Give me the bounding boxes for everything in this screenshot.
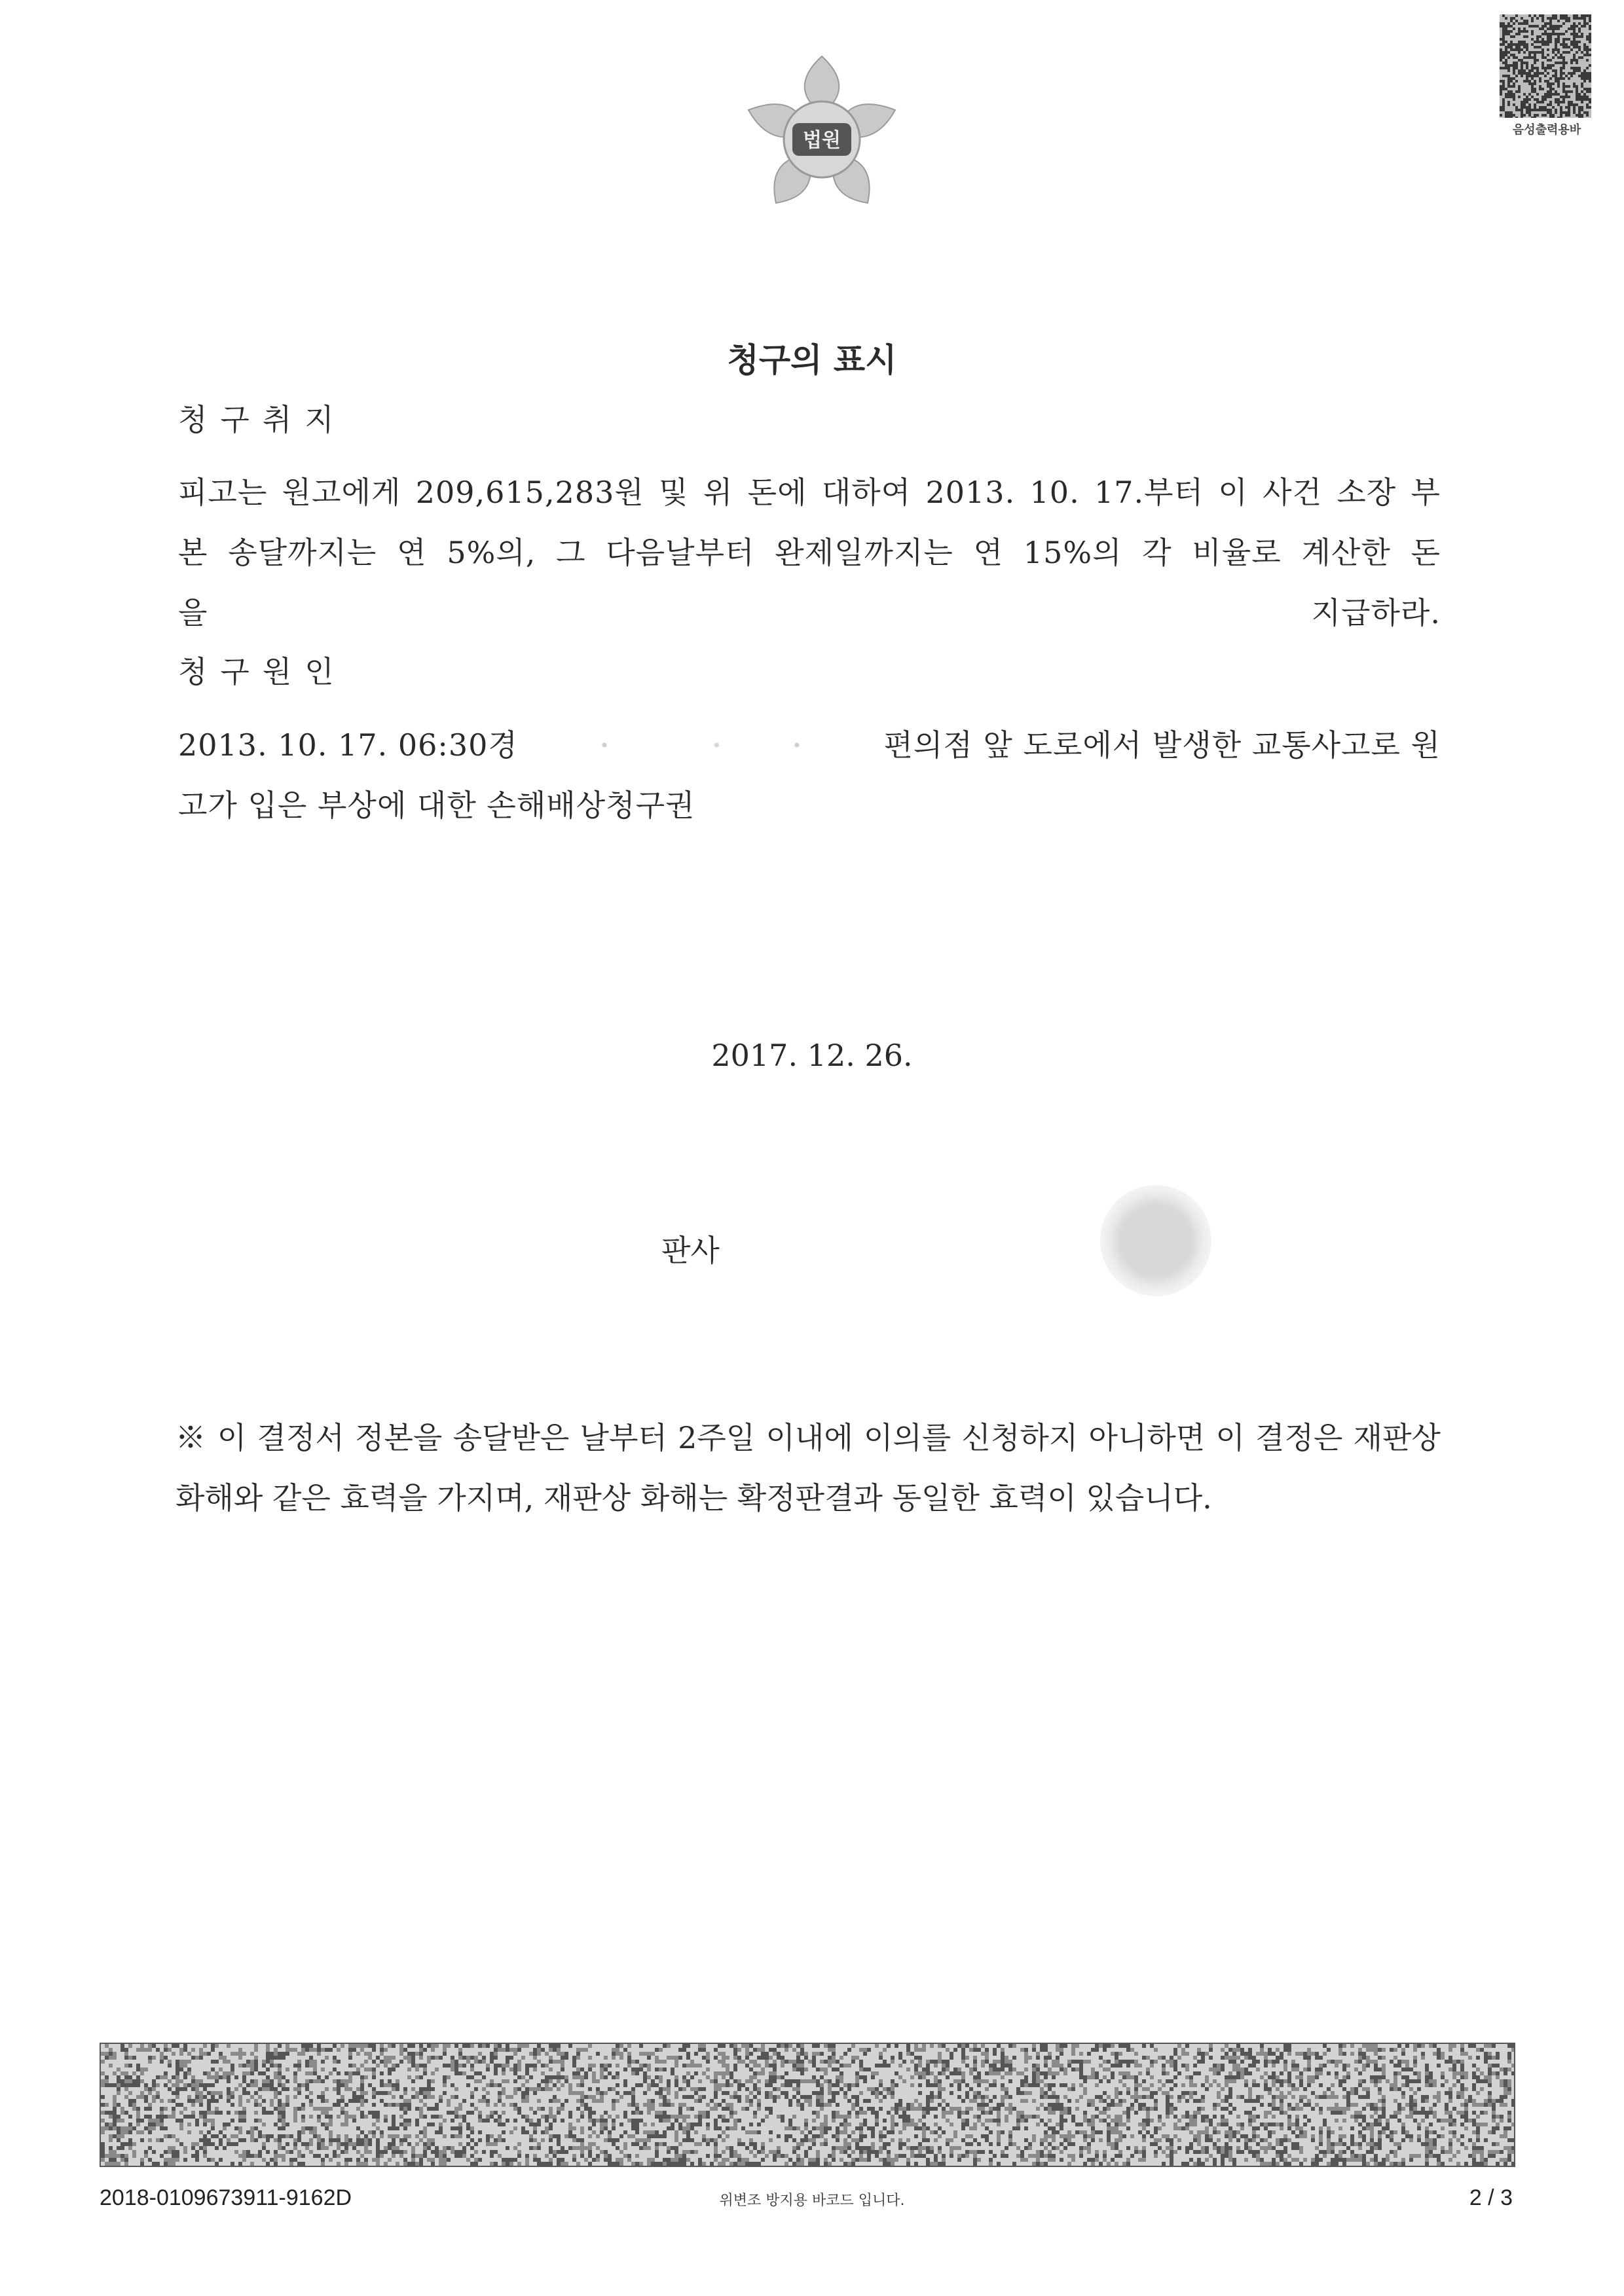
legal-notice: ※ 이 결정서 정본을 송달받은 날부터 2주일 이내에 이의를 신청하지 아니하면 이 결정은 재판상 화해와 같은 효력을 가지며, 재판상 화해는 확정판결과 동일한 효력이 있습니다. [175,1420,1441,1516]
judge-seal-redacted [1100,1185,1211,1296]
claim-purpose-line: 본 송달까지는 연 5%의, 그 다음날부터 완제일까지는 연 15%의 각 비율로 계산한 돈 [178,535,1441,570]
claim-purpose-body [178,462,1441,643]
claim-cause-location-text: 편의점 앞 도로에서 발생한 교통사고로 원 [883,727,1441,763]
page-number: 2 / 3 [1469,2185,1513,2210]
emblem-text: 법원 [803,129,841,152]
claim-cause-date: 2013. 10. 17. 06:30경 [178,727,518,763]
barcode-note: 위변조 방지용 바코드 입니다. [719,2193,905,2209]
claim-purpose-line: 을 지급하라. [178,595,1441,630]
claim-purpose-line: 피고는 원고에게 209,615,283원 및 위 돈에 대하여 2013. 10. 17.부터 이 사건 소장 부 [178,475,1441,510]
claim-cause-line-2: 고가 입은 부상에 대한 손해배상청구권 [178,788,695,823]
qr-caption: 음성출력용바 [1512,123,1581,137]
page-title: 청구의 표시 [727,341,897,379]
anti-forgery-barcode [100,2043,1515,2167]
claim-cause-heading: 청구원인 [178,654,347,689]
document-id: 2018-0109673911-9162D [100,2185,352,2210]
court-emblem-logo [740,51,904,215]
claim-purpose-heading: 청구취지 [178,402,347,437]
redacted-location [540,732,861,758]
speech-output-qr-code [1500,14,1591,118]
decision-date: 2017. 12. 26. [711,1038,913,1073]
judge-label: 판사 [661,1233,720,1268]
claim-cause-line-1 [178,715,1441,775]
